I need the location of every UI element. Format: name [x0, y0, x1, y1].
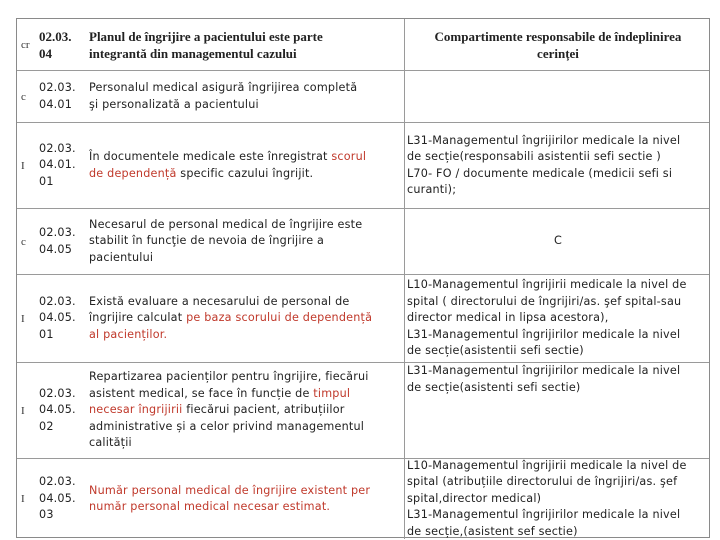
type-cell	[17, 275, 37, 362]
code-cell	[37, 363, 85, 458]
responsible-cell	[405, 363, 711, 458]
responsible-cell	[405, 275, 711, 362]
type-cell	[17, 363, 37, 458]
code-line: 04	[39, 45, 52, 61]
code-line: 04.05.	[39, 403, 76, 417]
responsible-line: director medical in lipsa acestora),	[407, 311, 609, 325]
description-line	[89, 149, 366, 166]
description-text: În documentele medicale este înregistrat	[89, 150, 332, 163]
table-row	[17, 363, 709, 459]
description-line: Există evaluare a necesarului de personal de	[89, 294, 350, 308]
description-line: calității	[89, 436, 132, 450]
responsible-line: de secție(asistentii sefi sectie)	[407, 344, 584, 358]
code-line: 04.05.	[39, 311, 76, 325]
code-line: 02.03.	[39, 294, 76, 308]
description-line: Personalul medical asigură îngrijirea completă	[89, 81, 358, 94]
highlighted-text: Număr personal medical de îngrijire existent per	[89, 483, 371, 497]
responsible-line: L70- FO / documente medicale (medicii sefi si	[407, 166, 673, 180]
table-row	[17, 71, 709, 123]
responsible-cell	[405, 123, 711, 208]
code-line: 02.03.	[39, 28, 72, 44]
type-label: I	[21, 404, 25, 417]
responsible-cell	[405, 71, 711, 122]
description-cell	[85, 209, 405, 274]
highlighted-text: pe baza scorului de dependență	[186, 311, 373, 325]
description-line	[89, 166, 366, 183]
type-label: I	[21, 312, 25, 325]
responsible-line: L10-Managementul îngrijirii medicale la nivel de	[407, 458, 687, 472]
responsible-line: L31-Managementul îngrijirilor medicale la nivel	[407, 364, 681, 377]
description-text: îngrijire calculat	[89, 311, 187, 325]
description-text: fiecărui pacient, atribuțiilor	[182, 403, 345, 417]
standards-table	[16, 18, 710, 538]
description-line: pacientului	[89, 250, 154, 264]
code-line: 01	[39, 327, 54, 341]
type-label: I	[21, 159, 25, 172]
code-line: 04.05	[39, 242, 73, 256]
code-line: 02.03.	[39, 386, 76, 400]
description-cell	[85, 19, 405, 70]
description-line	[89, 402, 369, 419]
code-cell	[37, 123, 85, 208]
table-header-row	[17, 19, 709, 71]
responsible-line: de secție(responsabili asistentii sefi sectie )	[407, 150, 661, 163]
responsible-line: L31-Managementul îngrijirilor medicale la nivel	[407, 508, 681, 522]
responsible-cell	[405, 209, 711, 274]
type-cell	[17, 209, 37, 274]
type-label: I	[21, 493, 25, 505]
type-cell	[17, 123, 37, 208]
description-line: administrative și a celor privind managementul	[89, 419, 365, 433]
compliance-code: C	[553, 234, 562, 248]
code-line: 02	[39, 419, 54, 433]
table-row	[17, 123, 709, 209]
type-cell	[17, 459, 37, 539]
description-line: stabilit în funcţie de nevoia de îngrijire a	[89, 234, 325, 248]
code-line: 03	[39, 508, 54, 522]
description-cell	[85, 459, 405, 539]
responsible-line: L10-Managementul îngrijirii medicale la nivel de	[407, 278, 687, 292]
description-line: Repartizarea pacienților pentru îngrijire, fiecărui	[89, 370, 369, 384]
description-line	[89, 327, 372, 344]
highlighted-text: necesar îngrijirii	[89, 403, 183, 417]
description-text: specific cazului îngrijit.	[176, 166, 314, 180]
responsible-line: spital (atribuțiile directorului de îngrijiri/as. şef	[407, 475, 678, 489]
description-text: asistent medical, se face în funcție de	[89, 386, 314, 400]
type-cell	[17, 71, 37, 122]
description-cell	[85, 275, 405, 362]
description-cell	[85, 123, 405, 208]
description-line: Necesarul de personal medical de îngrijire este	[89, 217, 363, 231]
highlighted-text: scorul	[331, 150, 367, 163]
highlighted-text: de dependență	[89, 166, 177, 180]
code-line: 04.05.	[39, 491, 76, 505]
code-cell	[37, 275, 85, 362]
responsible-line: de secție(asistenti sefi sectie)	[407, 380, 581, 394]
responsible-header-cell	[405, 19, 711, 70]
code-cell	[37, 459, 85, 539]
type-label: c	[21, 90, 26, 103]
code-line: 04.01	[39, 97, 73, 111]
code-line: 02.03.	[39, 475, 76, 489]
code-cell	[37, 209, 85, 274]
highlighted-text: al pacienților.	[89, 327, 168, 341]
type-cell	[17, 19, 37, 70]
responsible-line: L31-Managementul îngrijirilor medicale la nivel	[407, 327, 681, 341]
type-label: c	[21, 235, 26, 248]
highlighted-text: timpul	[313, 386, 351, 400]
code-line: 02.03.	[39, 226, 76, 239]
responsible-header-line: cerinței	[537, 45, 579, 61]
description-line	[89, 386, 369, 403]
table-row	[17, 459, 709, 539]
table-row	[17, 275, 709, 363]
responsible-cell	[405, 459, 711, 539]
table-row	[17, 209, 709, 275]
code-line: 04.01.	[39, 158, 76, 172]
description-line: integrantă din managementul cazului	[89, 45, 297, 61]
code-line: 01	[39, 174, 54, 188]
description-line	[89, 310, 372, 327]
description-cell	[85, 71, 405, 122]
responsible-line: de secție,(asistent sef sectie)	[407, 524, 578, 538]
description-line: Planul de îngrijire a pacientului este parte	[89, 28, 323, 44]
code-cell	[37, 71, 85, 122]
responsible-line: L31-Managementul îngrijirilor medicale la nivel	[407, 133, 681, 147]
responsible-header-line: Compartimente responsabile de îndeplinirea	[434, 28, 682, 44]
code-cell	[37, 19, 85, 70]
description-cell	[85, 363, 405, 458]
responsible-line: curanti);	[407, 183, 457, 196]
responsible-line: spital,director medical)	[407, 491, 542, 505]
responsible-line: spital ( directorului de îngrijiri/as. şef spital-sau	[407, 294, 682, 308]
description-line: şi personalizată a pacientului	[89, 97, 259, 111]
code-line: 02.03.	[39, 81, 76, 94]
type-label: cr	[21, 38, 30, 51]
code-line: 02.03.	[39, 141, 76, 155]
highlighted-text: număr personal medical necesar estimat.	[89, 500, 331, 513]
